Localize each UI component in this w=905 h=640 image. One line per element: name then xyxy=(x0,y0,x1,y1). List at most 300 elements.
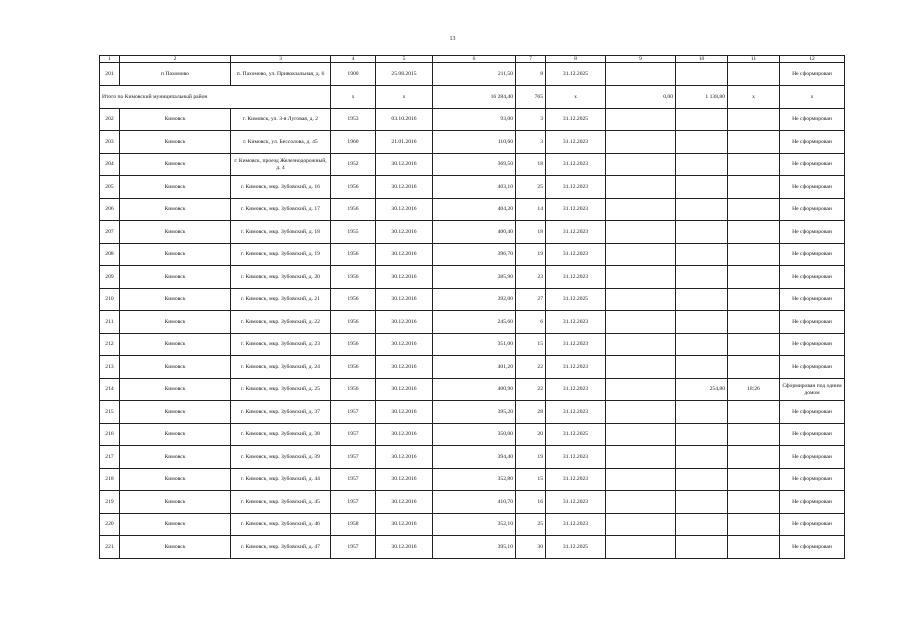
cell-col-8: 31.12.2023 xyxy=(546,176,606,199)
cell-col-9 xyxy=(606,311,676,334)
cell-col-7: 20 xyxy=(516,423,546,446)
cell-col-5: 25.08.2015 xyxy=(376,63,433,86)
cell-col-3: г. Кимовск, мкр. Зубовский, д. 46 xyxy=(231,513,331,536)
cell-col-1: 202 xyxy=(100,108,120,131)
cell-col-9 xyxy=(606,153,676,176)
cell-col-3: г. Кимовск, мкр. Зубовский, д. 18 xyxy=(231,221,331,244)
cell-col-11 xyxy=(728,513,780,536)
cell-col-1: 221 xyxy=(100,536,120,559)
cell-col-5: 30.12.2016 xyxy=(376,333,433,356)
cell-col-8: 31.12.2023 xyxy=(546,221,606,244)
cell-col-4: 1900 xyxy=(331,63,376,86)
cell-col-4: 1957 xyxy=(331,536,376,559)
total-cell-col-11: x xyxy=(728,85,780,108)
cell-col-8: 31.12.2023 xyxy=(546,198,606,221)
table-row xyxy=(100,288,845,311)
table-row xyxy=(100,311,845,334)
cell-col-6: 385,90 xyxy=(433,266,516,289)
cell-col-5: 21.01.2016 xyxy=(376,131,433,154)
housing-table xyxy=(99,55,845,559)
cell-col-7: 18 xyxy=(516,221,546,244)
cell-col-8: 31.12.2023 xyxy=(546,446,606,469)
page-number: 13 xyxy=(449,36,456,42)
cell-col-12: Не сформирован xyxy=(780,311,845,334)
cell-col-7: 23 xyxy=(516,266,546,289)
cell-col-4: 1960 xyxy=(331,131,376,154)
cell-col-12: Не сформирован xyxy=(780,131,845,154)
cell-col-1: 205 xyxy=(100,176,120,199)
total-row xyxy=(100,85,845,108)
cell-col-10 xyxy=(676,63,728,86)
cell-col-2: Кимовск xyxy=(120,536,231,559)
cell-col-3: г. Кимовск, мкр. Зубовский, д. 21 xyxy=(231,288,331,311)
cell-col-10 xyxy=(676,108,728,131)
cell-col-5: 30.12.2016 xyxy=(376,198,433,221)
cell-col-1: 209 xyxy=(100,266,120,289)
cell-col-4: 1957 xyxy=(331,446,376,469)
cell-col-10 xyxy=(676,176,728,199)
cell-col-5: 30.12.2016 xyxy=(376,468,433,491)
cell-col-9 xyxy=(606,378,676,401)
cell-col-10 xyxy=(676,311,728,334)
cell-col-11 xyxy=(728,311,780,334)
cell-col-9 xyxy=(606,221,676,244)
cell-col-6: 400,40 xyxy=(433,221,516,244)
total-cell-col-4: x xyxy=(331,85,376,108)
cell-col-1: 213 xyxy=(100,356,120,379)
cell-col-7: 14 xyxy=(516,198,546,221)
cell-col-4: 1956 xyxy=(331,266,376,289)
cell-col-7: 25 xyxy=(516,176,546,199)
cell-col-1: 212 xyxy=(100,333,120,356)
total-cell-col-12: x xyxy=(780,85,845,108)
cell-col-2: Кимовск xyxy=(120,513,231,536)
cell-col-10 xyxy=(676,153,728,176)
cell-col-5: 30.12.2016 xyxy=(376,446,433,469)
cell-col-4: 1957 xyxy=(331,401,376,424)
cell-col-9 xyxy=(606,401,676,424)
column-header-11: 11 xyxy=(728,56,780,63)
cell-col-12: Не сформирован xyxy=(780,266,845,289)
cell-col-6: 352,10 xyxy=(433,513,516,536)
cell-col-3: г. Кимовск, мкр. Зубовский, д. 44 xyxy=(231,468,331,491)
cell-col-8: 31.12.2023 xyxy=(546,378,606,401)
cell-col-8: 31.12.2023 xyxy=(546,356,606,379)
cell-col-8: 31.12.2025 xyxy=(546,63,606,86)
cell-col-11: 18:26 xyxy=(728,378,780,401)
column-header-5: 5 xyxy=(376,56,433,63)
cell-col-9 xyxy=(606,333,676,356)
cell-col-4: 1958 xyxy=(331,513,376,536)
cell-col-11 xyxy=(728,491,780,514)
cell-col-3: г. Кимовск, мкр. Зубовский, д. 16 xyxy=(231,176,331,199)
cell-col-3: г. Кимовск, мкр. Зубовский, д. 22 xyxy=(231,311,331,334)
cell-col-1: 201 xyxy=(100,63,120,86)
cell-col-2: Кимовск xyxy=(120,401,231,424)
cell-col-3: г. Кимовск, мкр. Зубовский, д. 19 xyxy=(231,243,331,266)
cell-col-8: 31.12.2023 xyxy=(546,513,606,536)
column-header-1: 1 xyxy=(100,56,120,63)
cell-col-5: 30.12.2016 xyxy=(376,513,433,536)
column-header-8: 8 xyxy=(546,56,606,63)
cell-col-10 xyxy=(676,198,728,221)
cell-col-11 xyxy=(728,468,780,491)
cell-col-2: Кимовск xyxy=(120,198,231,221)
cell-col-2: Кимовск xyxy=(120,491,231,514)
table-row xyxy=(100,333,845,356)
cell-col-11 xyxy=(728,423,780,446)
column-header-4: 4 xyxy=(331,56,376,63)
cell-col-3: п. Пахомово, ул. Привокзальная, д. 6 xyxy=(231,63,331,86)
table-body xyxy=(100,63,845,559)
cell-col-6: 400,90 xyxy=(433,378,516,401)
cell-col-4: 1955 xyxy=(331,221,376,244)
total-cell-col-7: 765 xyxy=(516,85,546,108)
table-row xyxy=(100,423,845,446)
cell-col-7: 19 xyxy=(516,446,546,469)
cell-col-10 xyxy=(676,221,728,244)
cell-col-3: г. Кимовск, мкр. Зубовский, д. 25 xyxy=(231,378,331,401)
cell-col-5: 30.12.2016 xyxy=(376,153,433,176)
cell-col-3: г. Кимовск, мкр. Зубовский, д. 45 xyxy=(231,491,331,514)
cell-col-12: Не сформирован xyxy=(780,333,845,356)
table-row xyxy=(100,108,845,131)
cell-col-8: 31.12.2023 xyxy=(546,153,606,176)
cell-col-12: Не сформирован xyxy=(780,198,845,221)
cell-col-2: Кимовск xyxy=(120,446,231,469)
cell-col-11 xyxy=(728,243,780,266)
cell-col-2: Кимовск xyxy=(120,333,231,356)
cell-col-10 xyxy=(676,401,728,424)
cell-col-11 xyxy=(728,266,780,289)
cell-col-9 xyxy=(606,198,676,221)
column-header-2: 2 xyxy=(120,56,231,63)
cell-col-10: 254,80 xyxy=(676,378,728,401)
cell-col-8: 31.12.2023 xyxy=(546,491,606,514)
cell-col-12: Не сформирован xyxy=(780,513,845,536)
cell-col-6: 410,70 xyxy=(433,491,516,514)
cell-col-12: Не сформирован xyxy=(780,536,845,559)
cell-col-1: 207 xyxy=(100,221,120,244)
cell-col-9 xyxy=(606,536,676,559)
cell-col-10 xyxy=(676,266,728,289)
cell-col-2: Кимовск xyxy=(120,131,231,154)
cell-col-6: 403,10 xyxy=(433,176,516,199)
cell-col-8: 31.12.2025 xyxy=(546,536,606,559)
cell-col-9 xyxy=(606,108,676,131)
table-row xyxy=(100,491,845,514)
cell-col-10 xyxy=(676,333,728,356)
cell-col-8: 31.12.2023 xyxy=(546,311,606,334)
column-header-12: 12 xyxy=(780,56,845,63)
cell-col-8: 31.12.2023 xyxy=(546,131,606,154)
cell-col-5: 30.12.2016 xyxy=(376,536,433,559)
cell-col-3: г. Кимовск, проезд Железнодорожный, д. 4 xyxy=(231,153,331,176)
cell-col-9 xyxy=(606,491,676,514)
cell-col-10 xyxy=(676,356,728,379)
cell-col-9 xyxy=(606,266,676,289)
cell-col-12: Не сформирован xyxy=(780,153,845,176)
table-row xyxy=(100,513,845,536)
table-row xyxy=(100,198,845,221)
cell-col-7: 15 xyxy=(516,333,546,356)
cell-col-1: 204 xyxy=(100,153,120,176)
cell-col-3: г. Кимовск, мкр. Зубовский, д. 17 xyxy=(231,198,331,221)
cell-col-8: 31.12.2023 xyxy=(546,266,606,289)
total-cell-col-10: 1 138,80 xyxy=(676,85,728,108)
cell-col-9 xyxy=(606,468,676,491)
cell-col-6: 395,10 xyxy=(433,536,516,559)
column-header-10: 10 xyxy=(676,56,728,63)
cell-col-6: 211,50 xyxy=(433,63,516,86)
cell-col-2: Кимовск xyxy=(120,288,231,311)
cell-col-5: 30.12.2016 xyxy=(376,311,433,334)
cell-col-1: 218 xyxy=(100,468,120,491)
cell-col-5: 30.12.2016 xyxy=(376,423,433,446)
table-row xyxy=(100,266,845,289)
cell-col-1: 208 xyxy=(100,243,120,266)
table-row xyxy=(100,131,845,154)
cell-col-8: 31.12.2023 xyxy=(546,243,606,266)
cell-col-12: Сформирован под одним домом xyxy=(780,378,845,401)
cell-col-4: 1956 xyxy=(331,243,376,266)
cell-col-12: Не сформирован xyxy=(780,468,845,491)
cell-col-5: 30.12.2016 xyxy=(376,221,433,244)
cell-col-6: 395,20 xyxy=(433,401,516,424)
cell-col-3: г. Кимовск, мкр. Зубовский, д. 39 xyxy=(231,446,331,469)
cell-col-4: 1952 xyxy=(331,153,376,176)
cell-col-10 xyxy=(676,423,728,446)
cell-col-8: 31.12.2023 xyxy=(546,333,606,356)
cell-col-5: 30.12.2016 xyxy=(376,378,433,401)
cell-col-6: 369,50 xyxy=(433,153,516,176)
cell-col-6: 350,00 xyxy=(433,423,516,446)
cell-col-4: 1956 xyxy=(331,288,376,311)
cell-col-12: Не сформирован xyxy=(780,63,845,86)
cell-col-1: 206 xyxy=(100,198,120,221)
cell-col-12: Не сформирован xyxy=(780,288,845,311)
table-row xyxy=(100,378,845,401)
cell-col-10 xyxy=(676,536,728,559)
cell-col-1: 216 xyxy=(100,423,120,446)
cell-col-4: 1953 xyxy=(331,108,376,131)
cell-col-3: г. Кимовск, мкр. Зубовский, д. 47 xyxy=(231,536,331,559)
cell-col-8: 31.12.2025 xyxy=(546,288,606,311)
cell-col-7: 3 xyxy=(516,108,546,131)
cell-col-6: 404,20 xyxy=(433,198,516,221)
cell-col-10 xyxy=(676,288,728,311)
cell-col-10 xyxy=(676,243,728,266)
cell-col-9 xyxy=(606,63,676,86)
cell-col-4: 1956 xyxy=(331,311,376,334)
cell-col-6: 392,00 xyxy=(433,288,516,311)
cell-col-12: Не сформирован xyxy=(780,176,845,199)
cell-col-7: 19 xyxy=(516,243,546,266)
cell-col-7: 22 xyxy=(516,356,546,379)
cell-col-7: 6 xyxy=(516,311,546,334)
cell-col-3: г. Кимовск, мкр. Зубовский, д. 24 xyxy=(231,356,331,379)
cell-col-2: Кимовск xyxy=(120,176,231,199)
cell-col-10 xyxy=(676,491,728,514)
cell-col-5: 30.12.2016 xyxy=(376,401,433,424)
cell-col-6: 396,70 xyxy=(433,243,516,266)
cell-col-7: 28 xyxy=(516,401,546,424)
total-cell-col-6: 16 284,40 xyxy=(433,85,516,108)
cell-col-11 xyxy=(728,536,780,559)
cell-col-8: 31.12.2025 xyxy=(546,423,606,446)
column-header-7: 7 xyxy=(516,56,546,63)
cell-col-7: 16 xyxy=(516,491,546,514)
cell-col-2: Кимовск xyxy=(120,423,231,446)
cell-col-10 xyxy=(676,446,728,469)
cell-col-9 xyxy=(606,176,676,199)
cell-col-6: 352,80 xyxy=(433,468,516,491)
cell-col-11 xyxy=(728,221,780,244)
cell-col-10 xyxy=(676,513,728,536)
cell-col-6: 93,00 xyxy=(433,108,516,131)
cell-col-1: 215 xyxy=(100,401,120,424)
column-header-9: 9 xyxy=(606,56,676,63)
table-row xyxy=(100,243,845,266)
cell-col-4: 1957 xyxy=(331,491,376,514)
cell-col-2: Кимовск xyxy=(120,468,231,491)
cell-col-1: 217 xyxy=(100,446,120,469)
table-row xyxy=(100,446,845,469)
table-row xyxy=(100,468,845,491)
cell-col-12: Не сформирован xyxy=(780,423,845,446)
cell-col-1: 203 xyxy=(100,131,120,154)
cell-col-9 xyxy=(606,131,676,154)
cell-col-9 xyxy=(606,423,676,446)
cell-col-12: Не сформирован xyxy=(780,356,845,379)
cell-col-2: Кимовск xyxy=(120,221,231,244)
cell-col-8: 31.12.2025 xyxy=(546,108,606,131)
cell-col-4: 1956 xyxy=(331,378,376,401)
cell-col-11 xyxy=(728,153,780,176)
cell-col-10 xyxy=(676,131,728,154)
cell-col-7: 3 xyxy=(516,131,546,154)
cell-col-11 xyxy=(728,446,780,469)
cell-col-2: Кимовск xyxy=(120,266,231,289)
cell-col-11 xyxy=(728,198,780,221)
cell-col-2: Кимовск xyxy=(120,378,231,401)
cell-col-3: г. Кимовск, мкр. Зубовский, д. 37 xyxy=(231,401,331,424)
cell-col-7: 30 xyxy=(516,536,546,559)
column-header-3: 3 xyxy=(231,56,331,63)
cell-col-8: 31.12.2023 xyxy=(546,401,606,424)
table-row xyxy=(100,536,845,559)
cell-col-6: 245,60 xyxy=(433,311,516,334)
cell-col-8: 31.12.2023 xyxy=(546,468,606,491)
cell-col-3: г. Кимовск, ул. 3-я Луговая, д. 2 xyxy=(231,108,331,131)
cell-col-4: 1956 xyxy=(331,333,376,356)
cell-col-5: 03.10.2016 xyxy=(376,108,433,131)
cell-col-5: 30.12.2016 xyxy=(376,491,433,514)
cell-col-3: г. Кимовск, ул. Бессолова, д. 45 xyxy=(231,131,331,154)
cell-col-5: 30.12.2016 xyxy=(376,356,433,379)
column-header-6: 6 xyxy=(433,56,516,63)
cell-col-12: Не сформирован xyxy=(780,243,845,266)
cell-col-6: 110,60 xyxy=(433,131,516,154)
cell-col-11 xyxy=(728,63,780,86)
cell-col-11 xyxy=(728,401,780,424)
cell-col-9 xyxy=(606,356,676,379)
cell-col-11 xyxy=(728,288,780,311)
table-row xyxy=(100,176,845,199)
cell-col-1: 214 xyxy=(100,378,120,401)
cell-col-4: 1956 xyxy=(331,176,376,199)
cell-col-11 xyxy=(728,176,780,199)
cell-col-3: г. Кимовск, мкр. Зубовский, д. 23 xyxy=(231,333,331,356)
cell-col-2: Кимовск xyxy=(120,243,231,266)
cell-col-1: 210 xyxy=(100,288,120,311)
cell-col-11 xyxy=(728,131,780,154)
table-row xyxy=(100,63,845,86)
table-row xyxy=(100,356,845,379)
cell-col-4: 1957 xyxy=(331,468,376,491)
total-cell-col-8: x xyxy=(546,85,606,108)
cell-col-7: 15 xyxy=(516,468,546,491)
cell-col-9 xyxy=(606,243,676,266)
cell-col-7: 18 xyxy=(516,153,546,176)
cell-col-2: Кимовск xyxy=(120,153,231,176)
total-cell-col-5: x xyxy=(376,85,433,108)
cell-col-11 xyxy=(728,108,780,131)
cell-col-12: Не сформирован xyxy=(780,221,845,244)
cell-col-5: 30.12.2016 xyxy=(376,288,433,311)
cell-col-4: 1956 xyxy=(331,198,376,221)
cell-col-6: 394,40 xyxy=(433,446,516,469)
header-row xyxy=(100,56,845,63)
table-header xyxy=(100,56,845,63)
cell-col-9 xyxy=(606,446,676,469)
cell-col-1: 220 xyxy=(100,513,120,536)
cell-col-11 xyxy=(728,333,780,356)
cell-col-1: 211 xyxy=(100,311,120,334)
cell-col-12: Не сформирован xyxy=(780,491,845,514)
cell-col-5: 30.12.2016 xyxy=(376,266,433,289)
cell-col-10 xyxy=(676,468,728,491)
cell-col-2: Кимовск xyxy=(120,356,231,379)
cell-col-7: 22 xyxy=(516,378,546,401)
total-cell-col-9: 0,00 xyxy=(606,85,676,108)
cell-col-7: 25 xyxy=(516,513,546,536)
cell-col-12: Не сформирован xyxy=(780,446,845,469)
cell-col-2: Кимовск xyxy=(120,108,231,131)
cell-col-6: 401,20 xyxy=(433,356,516,379)
cell-col-2: п Пахомово xyxy=(120,63,231,86)
cell-col-12: Не сформирован xyxy=(780,108,845,131)
cell-col-3: г. Кимовск, мкр. Зубовский, д. 38 xyxy=(231,423,331,446)
cell-col-5: 30.12.2016 xyxy=(376,176,433,199)
cell-col-1: 219 xyxy=(100,491,120,514)
cell-col-7: 8 xyxy=(516,63,546,86)
table-row xyxy=(100,153,845,176)
cell-col-7: 27 xyxy=(516,288,546,311)
cell-col-4: 1956 xyxy=(331,356,376,379)
cell-col-9 xyxy=(606,288,676,311)
table-row xyxy=(100,221,845,244)
cell-col-9 xyxy=(606,513,676,536)
cell-col-5: 30.12.2016 xyxy=(376,243,433,266)
cell-col-3: г. Кимовск, мкр. Зубовский, д. 20 xyxy=(231,266,331,289)
cell-col-12: Не сформирован xyxy=(780,401,845,424)
cell-col-11 xyxy=(728,356,780,379)
cell-col-2: Кимовск xyxy=(120,311,231,334)
total-label: Итого по Кимовский муниципальный район xyxy=(100,85,331,108)
table-row xyxy=(100,401,845,424)
cell-col-4: 1957 xyxy=(331,423,376,446)
